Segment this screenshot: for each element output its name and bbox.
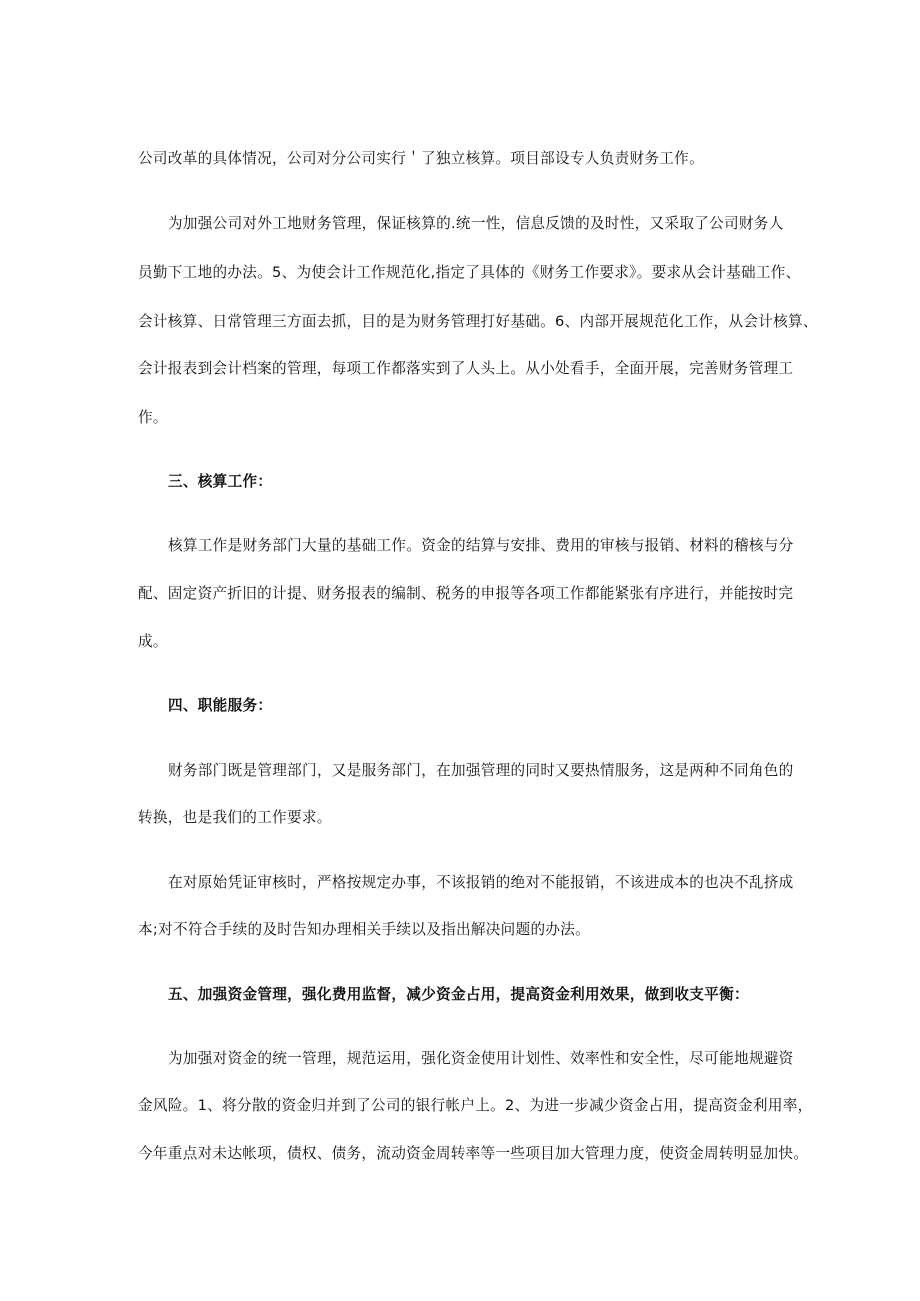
paragraph-line: 会计报表到会计档案的管理，每项工作都落实到了人头上。从小处看手，全面开展，完善财务管理工 [138,360,794,377]
paragraph-line: 为加强公司对外工地财务管理，保证核算的.统一性，信息反馈的及时性，又采取了公司财务人 [168,215,784,232]
paragraph-line: 在对原始凭证审核时，严格按规定办事，不该报销的绝对不能报销，不该进成本的也决不乱挤成 [168,874,794,891]
paragraph-line: 员勤下工地的办法。5、为使会计工作规范化,指定了具体的《财务工作要求》。要求从会计基础工作、 [138,264,801,281]
section-heading: 四、职能服务： [168,697,273,714]
paragraph-line: 本;对不符合手续的及时告知办理相关手续以及指出解决问题的办法。 [138,921,591,938]
paragraph-line: 财务部门既是管理部门，又是服务部门，在加强管理的同时又要热情服务，这是两种不同角色的 [168,762,794,779]
paragraph-line: 成。 [138,633,168,650]
paragraph-line: 会计核算、日常管理三方面去抓，目的是为财务管理打好基础。6、内部开展规范化工作，从会计核算、 [138,313,818,330]
paragraph-line: 转换，也是我们的工作要求。 [138,809,332,826]
section-heading: 三、核算工作： [168,473,273,490]
paragraph-line: 公司改革的具体情况，公司对分公司实行＇了独立核算。项目部设专人负责财务工作。 [138,150,704,167]
paragraph-line: 金风险。1、将分散的资金归并到了公司的银行帐户上。2、为进一步减少资金占用，提高资金利用率， [138,1097,813,1114]
paragraph-line: 配、固定资产折旧的计提、财务报表的编制、税务的申报等各项工作都能紧张有序进行，并能按时完 [138,585,794,602]
paragraph-line: 为加强对资金的统一管理，规范运用，强化资金使用计划性、效率性和安全性，尽可能地规避资 [168,1050,794,1067]
paragraph-line: 核算工作是财务部门大量的基础工作。资金的结算与安排、费用的审核与报销、材料的稽核与分 [168,537,794,554]
section-heading: 五、加强资金管理，强化费用监督，减少资金占用，提高资金利用效果，做到收支平衡： [168,986,749,1003]
paragraph-line: 今年重点对未达帐项，债权、债务，流动资金周转率等一些项目加大管理力度，使资金周转明显加快。 [138,1145,809,1162]
paragraph-line: 作。 [138,409,168,426]
